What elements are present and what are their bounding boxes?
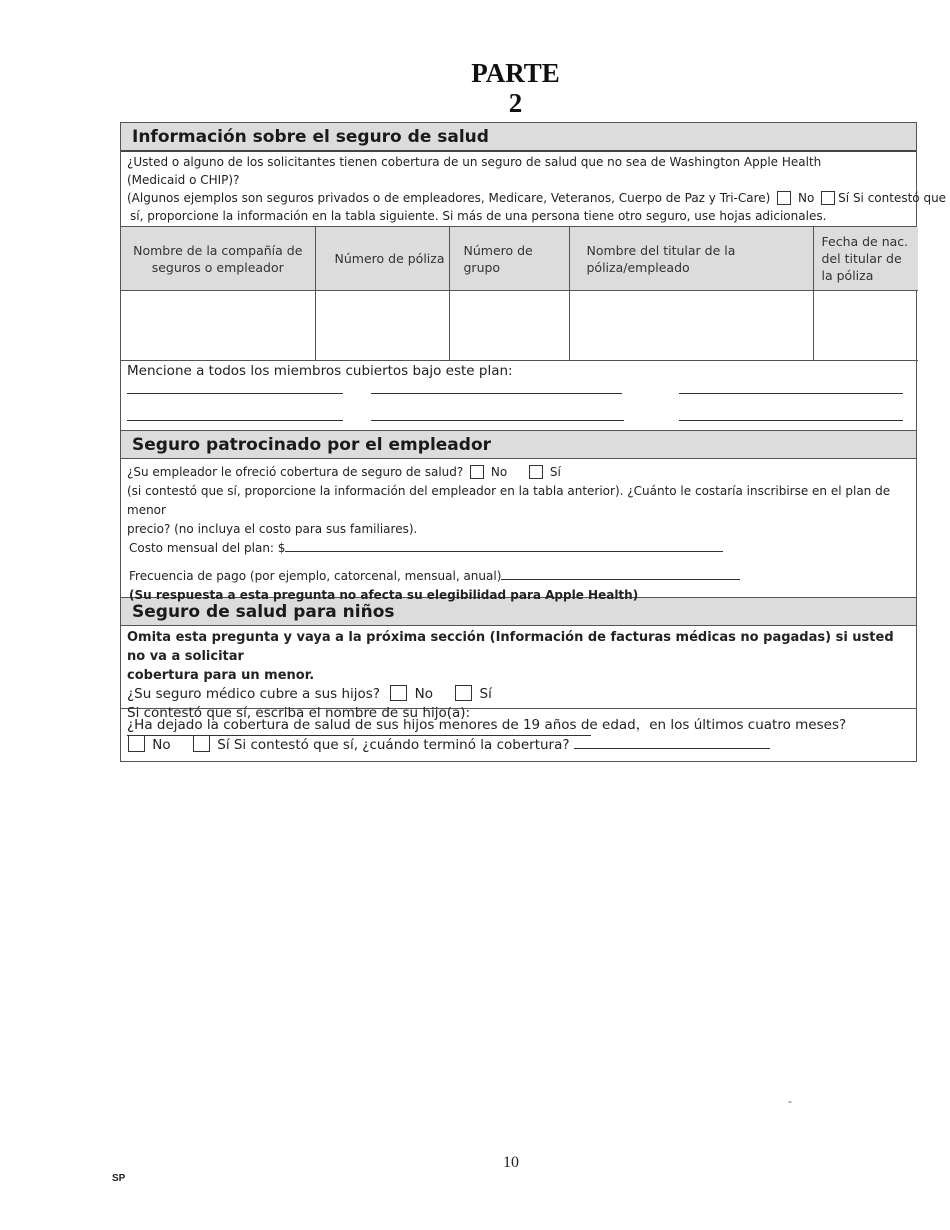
monthly-cost-row	[127, 539, 910, 558]
policy-number-cell[interactable]	[315, 291, 449, 361]
question-line-2: (Medicaid o CHIP)?	[127, 173, 240, 187]
children-covers-no-label: No	[414, 686, 433, 702]
employer-no-label: No	[490, 465, 508, 479]
holder-name-cell[interactable]	[569, 291, 813, 361]
health-insurance-question	[121, 152, 947, 227]
frequency-row	[127, 567, 910, 586]
member-line[interactable]	[127, 420, 343, 421]
col-policy-number: Número de póliza	[315, 227, 449, 291]
health-insurance-heading: Información sobre el seguro de salud	[121, 123, 916, 152]
children-dropped-block	[121, 709, 916, 761]
employer-block	[121, 459, 916, 602]
member-line[interactable]	[371, 393, 622, 394]
col-company: Nombre de la compañía de seguros o empleador	[121, 227, 315, 291]
children-heading: Seguro de salud para niños	[121, 598, 916, 626]
part-title-number: 2	[508, 88, 523, 118]
employer-yes-label: Sí	[549, 465, 561, 479]
frequency-input[interactable]	[501, 567, 740, 580]
employer-heading: Seguro patrocinado por el empleador	[121, 431, 916, 459]
children-skip-2: cobertura para un menor.	[127, 668, 315, 683]
form-code: SP	[112, 1173, 126, 1184]
other-insurance-no-checkbox[interactable]	[777, 191, 791, 205]
children-dropped-yes-checkbox[interactable]	[193, 735, 210, 752]
covered-members-label: Mencione a todos los miembros cubiertos bajo este plan:	[127, 363, 513, 379]
col-holder-name: Nombre del titular de la póliza/empleado	[569, 227, 813, 291]
group-number-cell[interactable]	[449, 291, 569, 361]
col-holder-dob: Fecha de nac. del titular de la póliza	[813, 227, 918, 291]
holder-dob-cell[interactable]	[813, 291, 918, 361]
children-covers-yes-checkbox[interactable]	[455, 685, 472, 701]
insurance-form	[120, 122, 947, 762]
other-insurance-yes-label: Sí	[838, 191, 850, 205]
children-block	[121, 626, 916, 721]
eligibility-note: (Su respuesta a esta pregunta no afecta su elegibilidad para Apple Health)	[129, 588, 639, 602]
frequency-label: Frecuencia de pago (por ejemplo, catorcenal, mensual, anual)	[129, 569, 502, 583]
member-line[interactable]	[127, 393, 343, 394]
question-line-1: ¿Usted o alguno de los solicitantes tienen cobertura de un seguro de salud que no sea de Washington Apple Health	[127, 155, 822, 169]
part-title-word: PARTE	[471, 58, 560, 88]
children-dropped-no-label: No	[152, 737, 171, 753]
children-covers-no-checkbox[interactable]	[390, 685, 407, 701]
employer-no-checkbox[interactable]	[470, 465, 484, 479]
member-line[interactable]	[679, 420, 903, 421]
child-name-label: Si contestó que sí, escriba el nombre de su hijo(a):	[127, 705, 471, 721]
children-dropped-row	[127, 735, 910, 755]
page-number: 10	[503, 1154, 519, 1171]
other-insurance-yes-tail: Si contestó que	[852, 191, 947, 205]
coverage-end-input[interactable]	[574, 736, 770, 749]
children-skip-1: Omita esta pregunta y vaya a la próxima sección (Información de facturas médicas no pagadas) si usted no va a solicitar	[127, 630, 894, 664]
children-covers-yes-label: Sí	[479, 686, 492, 702]
children-dropped-question: ¿Ha dejado la cobertura de salud de sus hijos menores de 19 años de edad，en los últimos cuatro meses?	[127, 717, 847, 733]
children-dropped-yes-label: Sí Si contestó que sí, ¿cuándo terminó la cobertura?	[217, 737, 570, 753]
monthly-cost-label: Costo mensual del plan: $	[129, 541, 286, 555]
member-line[interactable]	[679, 393, 903, 394]
employer-note-2: precio? (no incluya el costo para sus familiares).	[127, 522, 418, 536]
insurance-table	[121, 227, 918, 361]
question-line-3	[127, 189, 947, 207]
member-line[interactable]	[371, 420, 624, 421]
other-insurance-yes-checkbox[interactable]	[821, 191, 835, 205]
question-line-4: sí, proporcione la información en la tabla siguiente. Si más de una persona tiene otro seguro, use hojas adicionales.	[130, 209, 827, 223]
stray-dash: -	[788, 1094, 792, 1108]
part-title	[0, 58, 950, 118]
employer-note-1: (si contestó que sí, proporcione la información del empleador en la tabla anterior). ¿Cuánto le costaría inscribirse en el plan de menor	[127, 484, 891, 517]
employer-question-row	[127, 463, 910, 482]
covered-members	[121, 361, 916, 431]
children-dropped-no-checkbox[interactable]	[128, 735, 145, 752]
employer-yes-checkbox[interactable]	[529, 465, 543, 479]
other-insurance-no-label: No	[798, 191, 815, 205]
employer-question: ¿Su empleador le ofreció cobertura de seguro de salud?	[127, 465, 464, 479]
col-group-number: Número de grupo	[449, 227, 569, 291]
monthly-cost-input[interactable]	[285, 539, 723, 552]
company-cell[interactable]	[121, 291, 315, 361]
children-covers-question: ¿Su seguro médico cubre a sus hijos?	[127, 686, 380, 702]
question-examples: (Algunos ejemplos son seguros privados o de empleadores, Medicare, Veteranos, Cuerpo de Paz y Tri-Care)	[127, 191, 771, 205]
children-covers-row	[127, 685, 910, 704]
